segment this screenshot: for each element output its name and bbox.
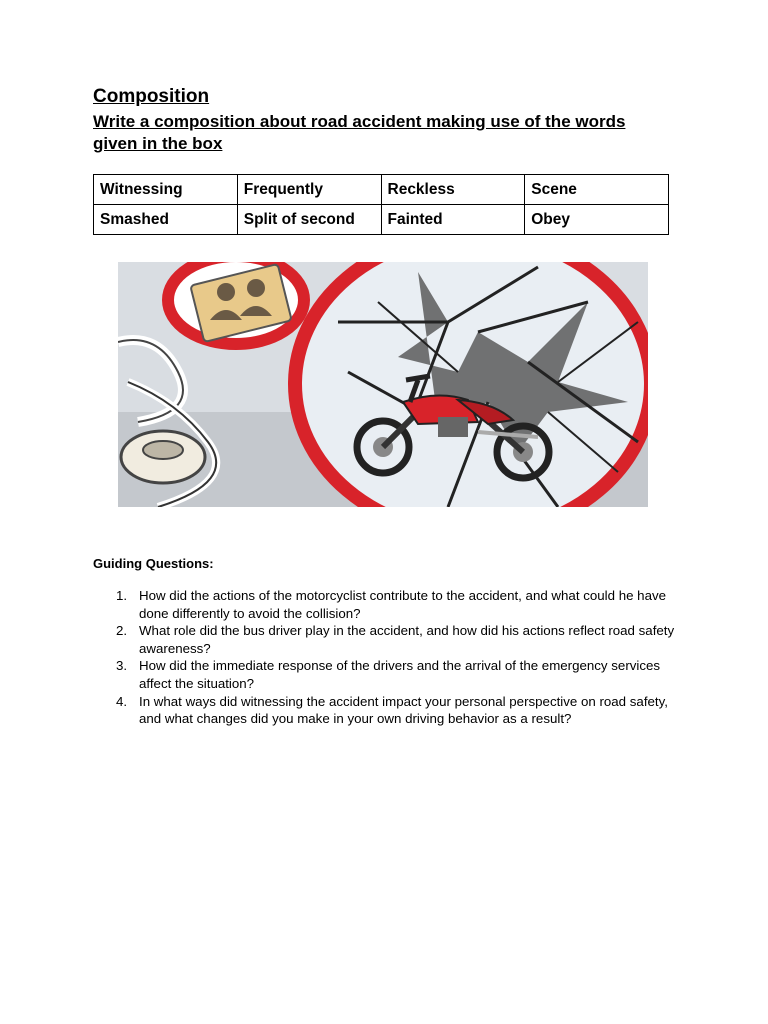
word-cell: Obey <box>525 205 669 235</box>
table-row <box>94 175 669 205</box>
question-text: In what ways did witnessing the accident impact your personal perspective on road safety, and what changes did you make in your own driving behavior as a result? <box>139 693 668 727</box>
guiding-questions-title: Guiding Questions: <box>93 556 214 571</box>
word-cell: Fainted <box>381 205 525 235</box>
list-item <box>93 693 683 728</box>
word-cell: Frequently <box>237 175 381 205</box>
word-cell: Scene <box>525 175 669 205</box>
list-item <box>93 657 683 692</box>
list-item <box>93 622 683 657</box>
word-cell: Split of second <box>237 205 381 235</box>
word-cell: Smashed <box>94 205 238 235</box>
question-number: 4. <box>116 693 128 709</box>
question-number: 3. <box>116 658 128 674</box>
guiding-questions-list <box>93 587 683 728</box>
word-box-table <box>93 174 669 235</box>
composition-instruction: Write a composition about road accident making use of the words given in the box <box>93 112 626 153</box>
question-number: 2. <box>116 623 128 639</box>
word-cell: Witnessing <box>94 175 238 205</box>
question-text: How did the actions of the motorcyclist contribute to the accident, and what could he have done differently to avoid the collision? <box>139 588 667 621</box>
question-text: How did the immediate response of the drivers and the arrival of the emergency services affect the situation? <box>139 658 661 691</box>
word-cell: Reckless <box>381 175 525 205</box>
question-text: What role did the bus driver play in the accident, and how did his actions reflect road safety awareness? <box>139 623 675 656</box>
question-number: 1. <box>116 588 128 603</box>
motorcycle-accident-illustration-icon <box>118 262 648 507</box>
table-row <box>94 205 669 235</box>
list-item <box>93 587 683 622</box>
page-title: Composition <box>93 86 210 107</box>
